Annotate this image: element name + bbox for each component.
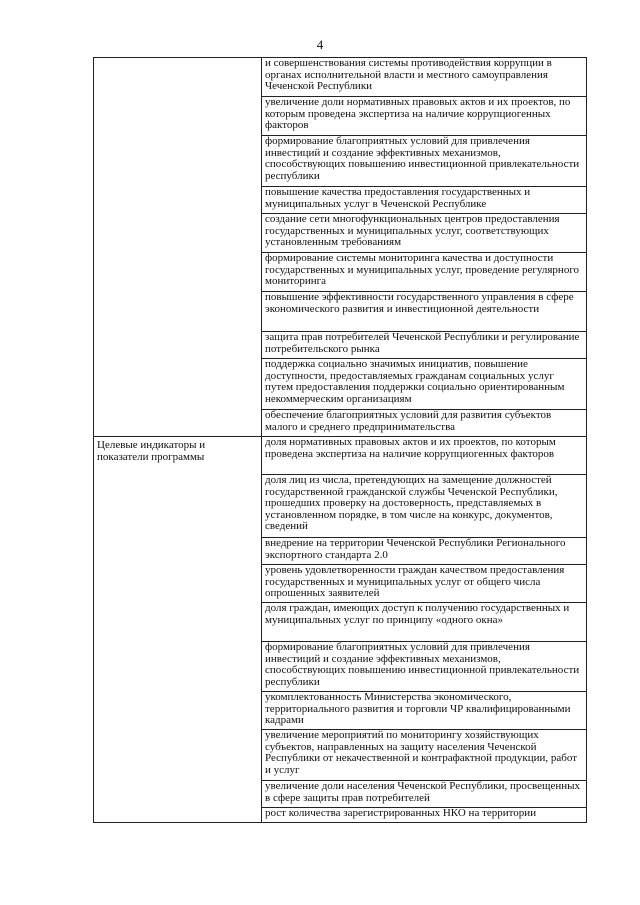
table-cell: и совершенствования системы противодействия коррупции в органах исполнительной власти и местного самоуправления Чеченской Республики xyxy=(262,58,586,97)
table-cell: увеличение доли нормативных правовых актов и их проектов, по которым проведена экспертиза на наличие коррупциогенных факторов xyxy=(262,97,586,136)
program-passport-table xyxy=(93,57,587,823)
table-cell: защита прав потребителей Чеченской Республики и регулирование потребительского рынка xyxy=(262,332,586,359)
section-items xyxy=(262,58,586,436)
table-cell: повышение качества предоставления государственных и муниципальных услуг в Чеченской Республике xyxy=(262,187,586,214)
table-cell: доля лиц из числа, претендующих на замещение должностей государственной гражданской службы Чеченской Республики, прошедших проверку на достоверность, представляемых в установленном порядке, в том числе на конкурс, документов, сведений xyxy=(262,475,586,538)
section-label xyxy=(94,58,262,436)
table-cell: внедрение на территории Чеченской Республики Регионального экспортного стандарта 2.0 xyxy=(262,538,586,565)
table-section-goals xyxy=(94,58,586,437)
table-cell: доля граждан, имеющих доступ к получению государственных и муниципальных услуг по принципу «одного окна» xyxy=(262,603,586,642)
table-section-indicators xyxy=(94,437,586,823)
table-cell: формирование системы мониторинга качества и доступности государственных и муниципальных услуг, проведение регулярного мониторинга xyxy=(262,253,586,292)
table-cell: формирование благоприятных условий для привлечения инвестиций и создание эффективных механизмов, способствующих повышению инвестиционной привлекательности республики xyxy=(262,136,586,187)
table-cell: увеличение мероприятий по мониторингу хозяйствующих субъектов, направленных на защиту населения Чеченской Республики от некачественной и контрафактной продукции, работ и услуг xyxy=(262,730,586,781)
table-cell: поддержка социально значимых инициатив, повышение доступности, предоставляемых гражданам социальных услуг путем предоставления поддержки социально ориентированным некоммерческим организациям xyxy=(262,359,586,410)
table-cell: увеличение доли населения Чеченской Республики, просвещенных в сфере защиты прав потребителей xyxy=(262,781,586,808)
table-cell: доля нормативных правовых актов и их проектов, по которым проведена экспертиза на наличие коррупциогенных факторов xyxy=(262,437,586,475)
table-cell: уровень удовлетворенности граждан качеством предоставления государственных и муниципальных услуг от общего числа опрошенных заявителей xyxy=(262,565,586,603)
section-label: Целевые индикаторы и показатели программы xyxy=(94,437,262,822)
table-cell: обеспечение благоприятных условий для развития субъектов малого и среднего предпринимательства xyxy=(265,409,552,433)
page-number: 4 xyxy=(316,37,324,52)
table-cell: укомплектованность Министерства экономического, территориального развития и торговли ЧР квалифицированными кадрами xyxy=(262,692,586,730)
table-cell: формирование благоприятных условий для привлечения инвестиций и создание эффективных механизмов, способствующих повышению инвестиционной привлекательности республики xyxy=(262,642,586,692)
table-cell: рост количества зарегистрированных НКО на территории xyxy=(265,808,537,819)
section-items xyxy=(262,437,586,822)
table-cell: создание сети многофункциональных центров предоставления государственных и муниципальных услуг, соответствующих установленным требованиям xyxy=(262,214,586,253)
table-cell: повышение эффективности государственного управления в сфере экономического развития и инвестиционной деятельности xyxy=(262,292,586,332)
